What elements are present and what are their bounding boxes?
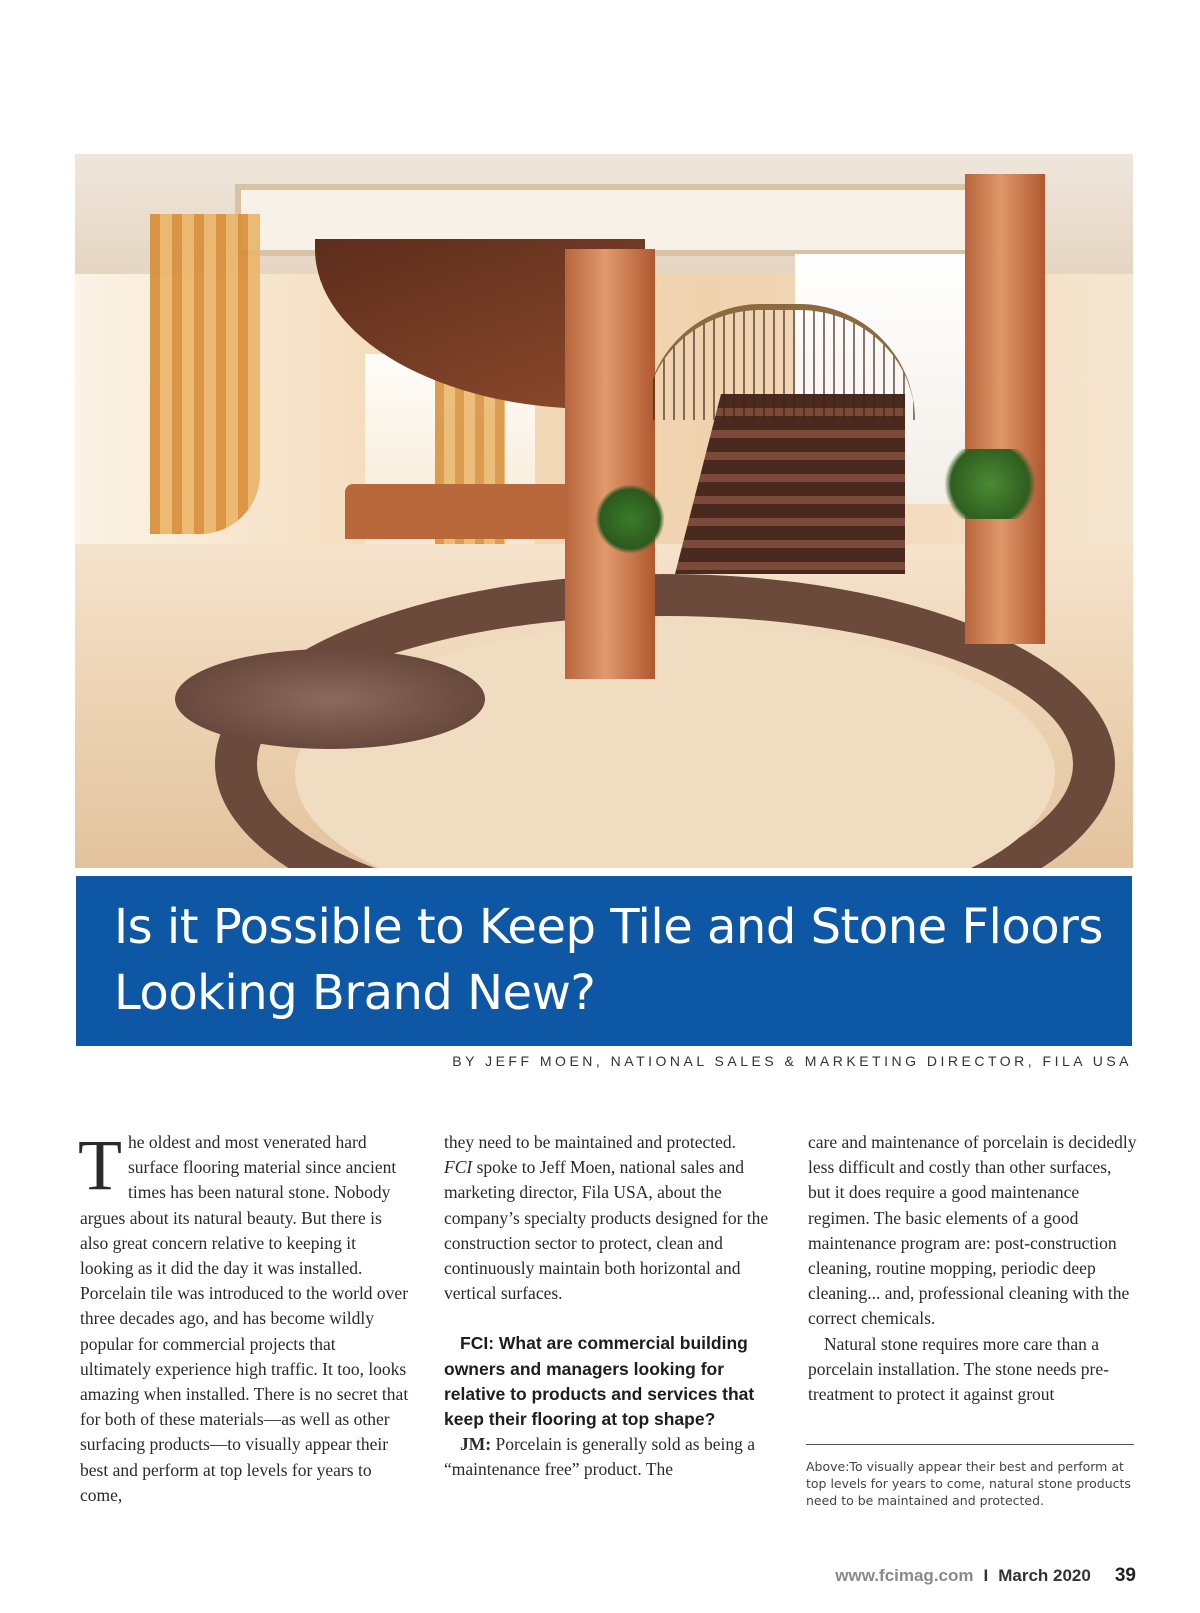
col3-text: care and maintenance of porcelain is decidedly less difficult and costly than other surfaces, but it does require a good maintenance regimen. The basic elements of a good maintenance program are: post-construction cleaning, routine mopping, periodic deep cleaning... and, professional cleaning with the correct chemicals.: [808, 1132, 1137, 1329]
page-footer: [835, 1565, 1136, 1587]
body-column-1: [78, 1125, 410, 1508]
body-column-3: [808, 1130, 1138, 1407]
photo-sofa: [345, 484, 575, 539]
col2-text-b: spoke to Jeff Moen, national sales and marketing director, Fila USA, about the company’s specialty products designed for the construction sector to protect, clean and continuously maintain both horizontal and vertical surfaces.: [444, 1157, 769, 1304]
footer-date: March 2020: [998, 1566, 1091, 1585]
col3-text-2: Natural stone requires more care than a porcelain installation. The stone needs pre-treatment to protect it against grout: [808, 1333, 1109, 1405]
title-banner: [76, 876, 1132, 1046]
hero-photo-lobby: [75, 154, 1133, 868]
article-title: [114, 894, 1114, 1026]
body-column-2: [444, 1130, 774, 1483]
drop-cap: T: [78, 1125, 122, 1205]
footer-separator: I: [983, 1566, 989, 1585]
photo-column-right: [965, 174, 1045, 644]
footer-website: www.fcimag.com: [835, 1566, 974, 1585]
col2-text-a: they need to be maintained and protected.: [444, 1132, 737, 1152]
page-number: 39: [1114, 1565, 1136, 1586]
photo-curtain-left: [150, 214, 260, 534]
photo-caption: Above:To visually appear their best and perform at top levels for years to come, natural stone products need to be maintained and protected.: [806, 1459, 1131, 1508]
col1-text: he oldest and most venerated hard surface flooring material since ancient times has been natural stone. Nobody argues about its natural beauty. But there is also great concern relative to keeping it looking as it did the day it was installed. Porcelain tile was introduced to the world over three decades ago, and has become wildly popular for commercial projects that ultimately experience high traffic. It too, looks amazing when installed. There is no secret that for both of these materials—as well as other surfacing products—to visually appear their best and perform at top levels for years to come,: [80, 1132, 409, 1505]
photo-floor-oval: [175, 649, 485, 749]
title-line-1: Is it Possible to Keep Tile and Stone Floors: [114, 899, 1103, 955]
title-line-2: Looking Brand New?: [114, 965, 596, 1021]
photo-plant-right: [935, 449, 1045, 519]
photo-column-left: [565, 249, 655, 679]
caption-divider: [806, 1444, 1134, 1445]
byline: BY JEFF MOEN, NATIONAL SALES & MARKETING DIRECTOR, FILA USA: [452, 1053, 1132, 1069]
col2-fci: FCI: [444, 1157, 473, 1178]
answer-label: JM:: [460, 1434, 492, 1455]
answer-text: Porcelain is generally sold as being a “maintenance free” product. The: [444, 1434, 755, 1480]
interview-question: FCI: What are commercial building owners and managers looking for relative to products and services that keep their flooring at top shape?: [444, 1333, 755, 1430]
photo-plant: [595, 484, 665, 554]
